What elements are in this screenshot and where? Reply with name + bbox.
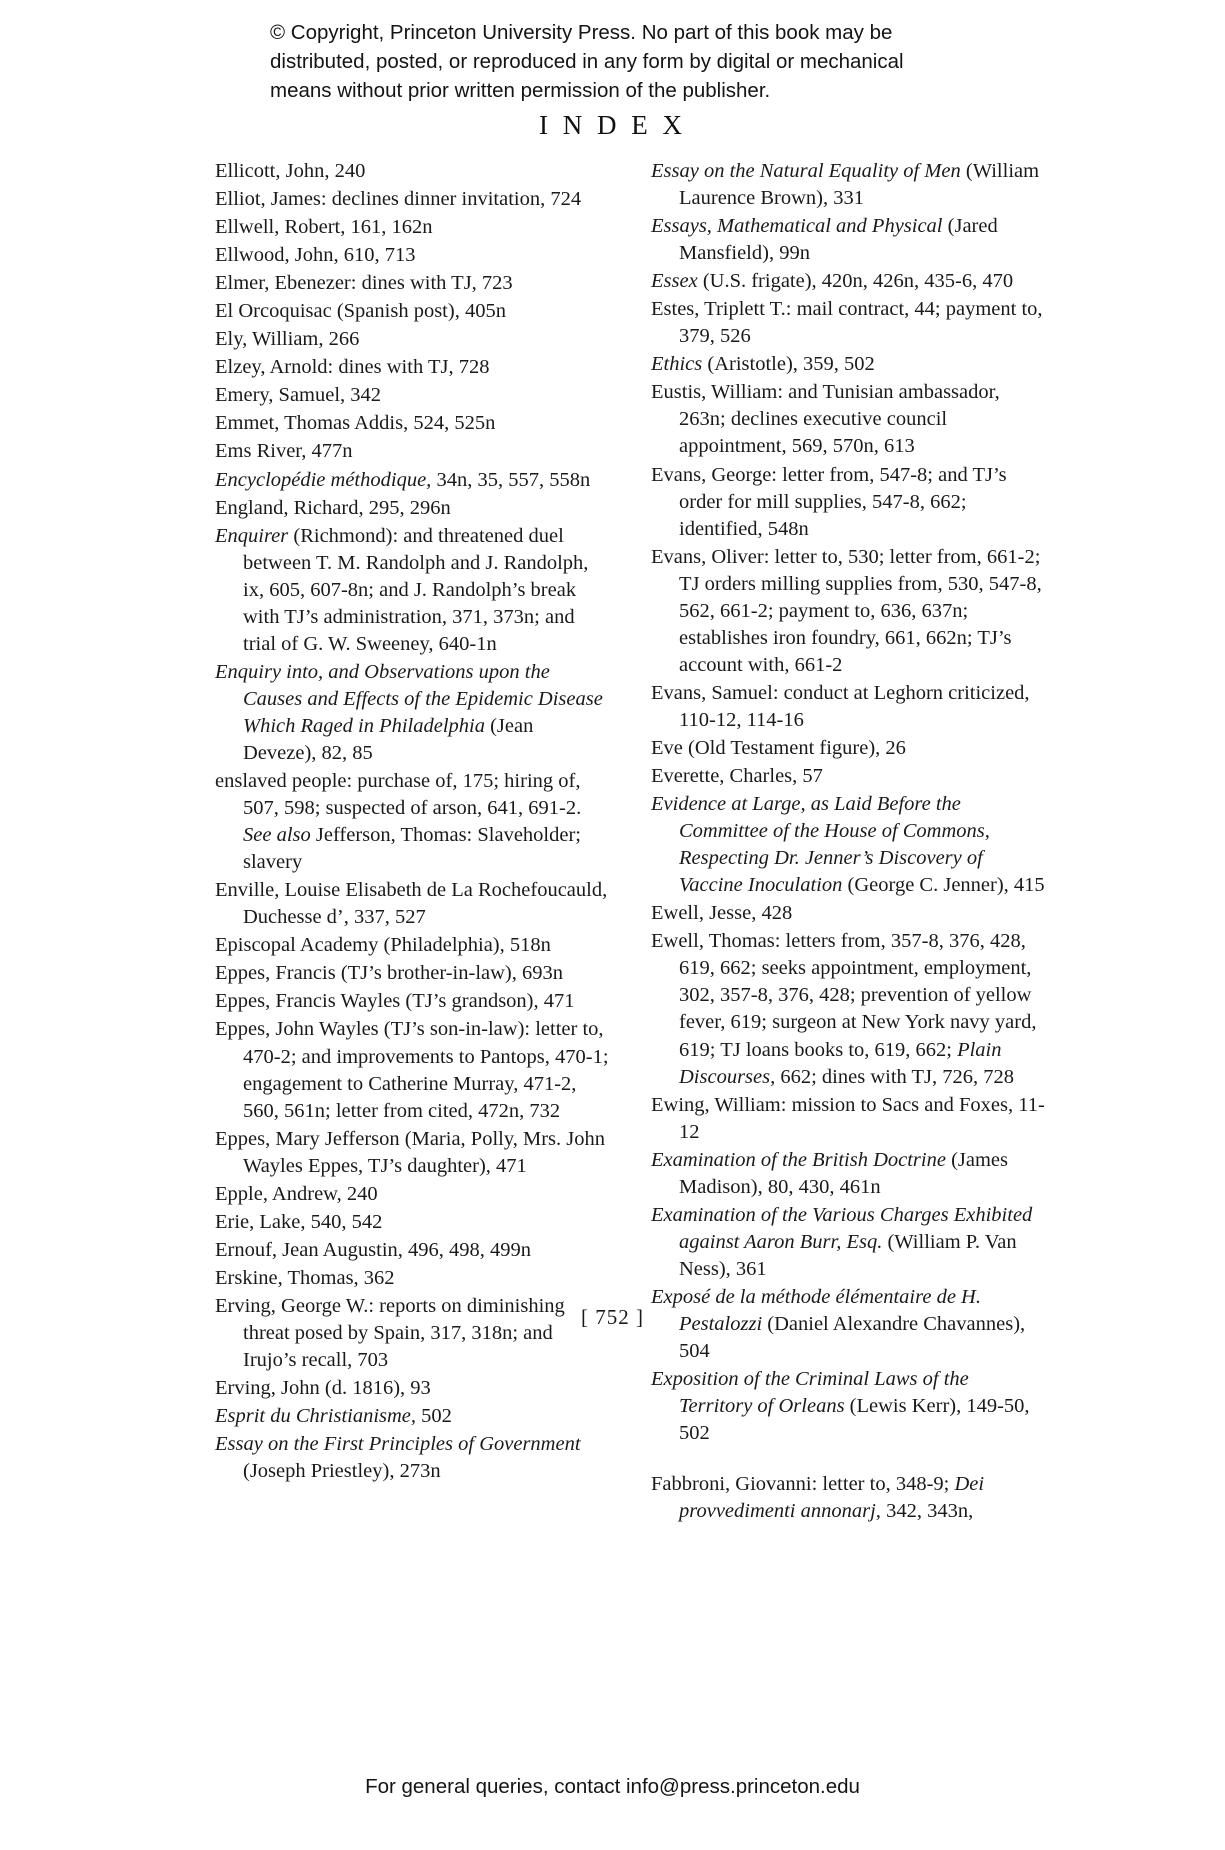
index-entry (215, 326, 609, 353)
page-title: I N D E X (539, 110, 686, 140)
index-entry-text: Ewell, Thomas: letters from, 357-8, 376, 428, 619, 662; seeks appointment, employment, 302, 357-8, 376, 428; prevention of yellow fever, 619; surgeon at New York navy yard, 619; TJ loans books to, 619, 662; (651, 930, 1037, 1061)
index-entry-title: Encyclopédie méthodique, (215, 468, 432, 491)
index-entry-text: Elliot, James: declines dinner invitation, 724 (215, 188, 582, 211)
index-entry-text: 342, 343n, (880, 1500, 974, 1523)
index-entry-title: Examination of the British Doctrine (651, 1148, 946, 1171)
index-entry (215, 1431, 609, 1485)
index-entry-text: enslaved people: purchase of, 175; hiring of, 507, 598; suspected of arson, 641, 691-2. (215, 770, 582, 820)
index-entry-text: England, Richard, 295, 296n (215, 496, 451, 519)
index-entry (651, 900, 1045, 927)
index-entry (215, 659, 609, 767)
index-entry-text: Eppes, Mary Jefferson (Maria, Polly, Mrs. John Wayles Eppes, TJ’s daughter), 471 (215, 1127, 606, 1177)
index-entry-text: El Orcoquisac (Spanish post), 405n (215, 300, 506, 323)
index-entry-text: Eustis, William: and Tunisian ambassador, 263n; declines executive council appointment, 569, 570n, 613 (651, 381, 1000, 458)
index-entry-title: Dei provvedimenti annonarj, (679, 1473, 985, 1523)
index-entry (215, 298, 609, 325)
index-entry-title: Essex (651, 270, 698, 293)
index-entry (651, 1471, 1045, 1525)
index-entry-text: (Lewis Kerr), 149-50, 502 (679, 1395, 1030, 1445)
index-entry-text: Erving, John (d. 1816), 93 (215, 1377, 431, 1400)
index-entry (651, 928, 1045, 1090)
index-entry-text: Emery, Samuel, 342 (215, 384, 382, 407)
index-entry (215, 1126, 609, 1180)
index-entry-text: Ewing, William: mission to Sacs and Foxes, 11-12 (651, 1093, 1045, 1143)
index-entry (215, 960, 609, 987)
index-entry-title: Essay on the Natural Equality of Men (651, 160, 961, 182)
index-entry-text: Jefferson, Thomas: Slaveholder; slavery (243, 824, 581, 874)
index-entry-text: Erving, George W.: reports on diminishing threat posed by Spain, 317, 318n; and Irujo’s recall, 703 (215, 1294, 565, 1372)
index-entry (215, 1209, 609, 1236)
index-entry-text: Epple, Andrew, 240 (215, 1182, 378, 1205)
index-entry (215, 1375, 609, 1402)
page-number: [ 752 ] (581, 1305, 644, 1329)
index-entry-text: Ellwood, John, 610, 713 (215, 244, 416, 267)
index-entry (215, 495, 609, 522)
index-entry-text: Ellicott, John, 240 (215, 160, 366, 182)
index-entry-text: Elmer, Ebenezer: dines with TJ, 723 (215, 272, 513, 295)
index-entry-text: Ely, William, 266 (215, 328, 360, 351)
index-entry-text: Elzey, Arnold: dines with TJ, 728 (215, 356, 490, 379)
index-entry-title: See also (243, 824, 311, 847)
index-entry (215, 523, 609, 658)
index-entry-title: Plain Discourses, (679, 1038, 1002, 1088)
index-entry-text: Fabbroni, Giovanni: letter to, 348-9; (651, 1473, 955, 1496)
index-entry (215, 214, 609, 241)
index-entry-text: (William P. Van Ness), 361 (679, 1230, 1017, 1280)
index-entry (215, 1403, 609, 1430)
index-entry-text: Eppes, Francis (TJ’s brother-in-law), 693n (215, 962, 564, 985)
index-entry (651, 735, 1045, 762)
index-entry-text: Ems River, 477n (215, 440, 353, 463)
index-entry-text: 502 (416, 1405, 452, 1428)
index-entry-text: Evans, Oliver: letter to, 530; letter from, 661-2; TJ orders milling supplies from, 530, 547-8, 562, 661-2; payment to, 636, 637n; establishes iron foundry, 661, 662n; TJ’s account with, 661-2 (651, 545, 1042, 676)
index-entry-text: Evans, George: letter from, 547-8; and TJ’s order for mill supplies, 547-8, 662; identified, 548n (651, 463, 1007, 540)
index-entry-title: Essays, Mathematical and Physical (651, 215, 943, 238)
index-entry (651, 351, 1045, 378)
index-entry-text: Ewell, Jesse, 428 (651, 902, 793, 925)
index-entry-title: Examination of the Various Charges Exhibited against Aaron Burr, Esq. (651, 1203, 1033, 1253)
index-entry (651, 763, 1045, 790)
index-entry-title: Ethics (651, 353, 703, 376)
index-entry-title: Enquirer (215, 524, 289, 547)
index-entry (651, 158, 1045, 212)
index-entry-text: Erie, Lake, 540, 542 (215, 1210, 383, 1233)
index-entry-text: (Jean Deveze), 82, 85 (243, 714, 534, 764)
index-entry-text: Eppes, Francis Wayles (TJ’s grandson), 471 (215, 990, 575, 1013)
index-entry (215, 354, 609, 381)
index-entry-text: Eppes, John Wayles (TJ’s son-in-law): letter to, 470-2; and improvements to Pantops, 470-1; engagement to Catherine Murray, 471-2, 560, 561n; letter from cited, 472n, 732 (215, 1018, 609, 1122)
index-section-gap (651, 1447, 1045, 1471)
index-entry (651, 462, 1045, 543)
index-entry-text: Emmet, Thomas Addis, 524, 525n (215, 412, 496, 435)
footer-queries-note: For general queries, contact info@press.princeton.edu (365, 1775, 860, 1798)
index-entry (215, 768, 609, 876)
index-entry-text: (U.S. frigate), 420n, 426n, 435-6, 470 (697, 270, 1014, 293)
index-entry-title: Evidence at Large, as Laid Before the Committee of the House of Commons, Respecting Dr. Jenner’s Discovery of Vaccine Inoculation (651, 793, 990, 897)
index-entry-text: Evans, Samuel: conduct at Leghorn criticized, 110-12, 114-16 (651, 681, 1030, 731)
index-entry (215, 186, 609, 213)
index-entry-text: Ernouf, Jean Augustin, 496, 498, 499n (215, 1238, 532, 1261)
index-entry-text: (William Laurence Brown), 331 (679, 160, 1040, 210)
index-entry-text: (Joseph Priestley), 273n (243, 1460, 441, 1483)
index-entry (215, 932, 609, 959)
index-entry-text: Episcopal Academy (Philadelphia), 518n (215, 934, 551, 957)
index-entry (651, 1366, 1045, 1447)
index-entry (215, 467, 609, 494)
index-entry-text: (George C. Jenner), 415 (842, 874, 1045, 897)
index-entry (651, 1147, 1045, 1201)
index-entry (651, 379, 1045, 460)
index-entry (215, 382, 609, 409)
index-entry (215, 158, 609, 185)
index-entry (215, 1265, 609, 1292)
index-entry (215, 1181, 609, 1208)
index-entry (215, 1016, 609, 1124)
index-entry (651, 1202, 1045, 1283)
index-entry-text: Everette, Charles, 57 (651, 765, 823, 788)
index-entry (651, 544, 1045, 679)
index-entry-text: Eve (Old Testament figure), 26 (651, 736, 906, 759)
index-entry (651, 296, 1045, 350)
index-entry (215, 410, 609, 437)
index-entry (651, 680, 1045, 734)
index-entry (651, 213, 1045, 267)
index-entry-text: Enville, Louise Elisabeth de La Rochefoucauld, Duchesse d’, 337, 527 (215, 879, 608, 929)
index-entry-text: Erskine, Thomas, 362 (215, 1266, 395, 1289)
index-entry-title: Esprit du Christianisme, (215, 1405, 417, 1428)
index-entry (215, 1237, 609, 1264)
index-entry (651, 791, 1045, 899)
index-entry-text: (Jared Mansfield), 99n (679, 215, 998, 265)
index-entry-text: Ellwell, Robert, 161, 162n (215, 216, 433, 239)
index-entry-title: Enquiry into, and Observations upon the Causes and Effects of the Epidemic Disease Which Raged in Philadelphia (215, 660, 603, 737)
index-entry-text: (Richmond): and threatened duel between T. M. Randolph and J. Randolph, ix, 605, 607-8n; and J. Randolph’s break with TJ’s administration, 371, 373n; and trial of G. W. Sweeney, 640-1n (243, 524, 589, 655)
index-entry-title: Essay on the First Principles of Government (215, 1433, 581, 1456)
index-entry-text: (Daniel Alexandre Chavannes), 504 (679, 1312, 1026, 1363)
index-entry (651, 268, 1045, 295)
copyright-notice: © Copyright, Princeton University Press. No part of this book may be distributed, posted, or reproduced in any form by digital or mechanical means without prior written permission of the publisher. (270, 21, 904, 103)
index-entry-title: Exposition of the Criminal Laws of the Territory of Orleans (651, 1368, 969, 1418)
index-entry (215, 438, 609, 465)
index-entry-text: Estes, Triplett T.: mail contract, 44; payment to, 379, 526 (651, 298, 1043, 348)
index-entry (215, 988, 609, 1015)
index-entry-text: 34n, 35, 557, 558n (431, 468, 591, 491)
index-entry-text: 662; dines with TJ, 726, 728 (775, 1065, 1015, 1088)
index-entry-title: Exposé de la méthode élémentaire de H. Pestalozzi (651, 1285, 981, 1335)
index-entry (215, 242, 609, 269)
index-entry (215, 877, 609, 931)
index-entry-text: (Aristotle), 359, 502 (702, 353, 875, 376)
index-entry-text: (James Madison), 80, 430, 461n (679, 1148, 1009, 1198)
index-entry (215, 270, 609, 297)
index-entry (651, 1092, 1045, 1146)
